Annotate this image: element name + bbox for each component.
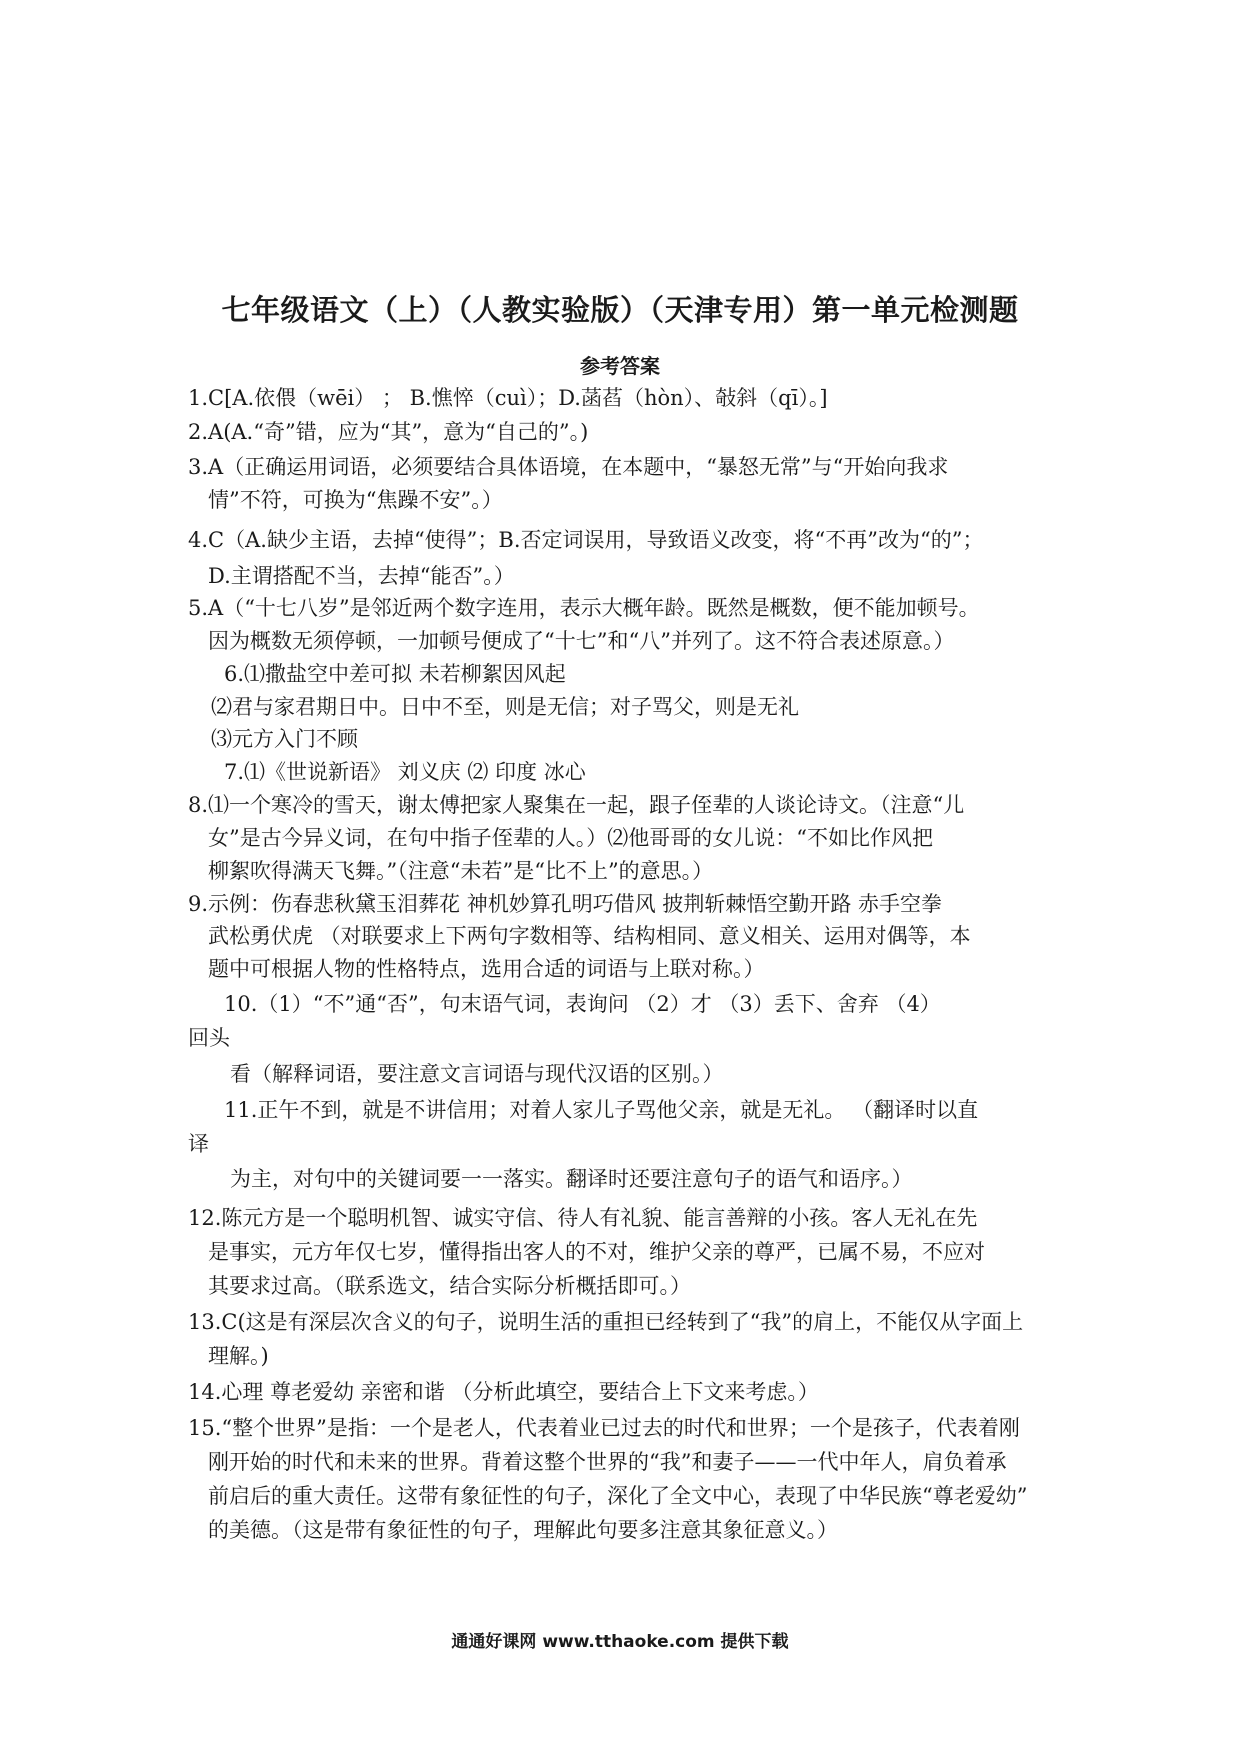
answer-line: 3.A（正确运用词语，必须要结合具体语境，在本题中，“暴怒无常”与“开始向我求: [188, 455, 949, 479]
answer-line: 7.⑴《世说新语》 刘义庆 ⑵ 印度 冰心: [224, 760, 586, 784]
answer-line: 9.示例：伤春悲秋黛玉泪葬花 神机妙算孔明巧借风 披荆斩棘悟空勤开路 赤手空拳: [188, 892, 943, 916]
answer-line: 是事实，元方年仅七岁，懂得指出客人的不对，维护父亲的尊严，已属不易，不应对: [208, 1240, 985, 1264]
answer-line: 为主，对句中的关键词要一一落实。翻译时还要注意句子的语气和语序。）: [230, 1167, 913, 1191]
answer-line: 1.C[A.依偎（wēi） ； B.憔悴（cuì）；D.菡萏（hòn）、敧斜（qī）。]: [188, 386, 828, 410]
answer-line: D.主谓搭配不当，去掉“能否”。）: [208, 564, 515, 588]
answer-line: 6.⑴撒盐空中差可拟 未若柳絮因风起: [224, 662, 566, 686]
page-footer: 通通好课网 www.tthaoke.com 提供下载: [451, 1632, 789, 1652]
answer-line: 10.（1）“不”通“否”，句末语气词，表询问 （2）才 （3）丢下、舍弃 （4）: [224, 992, 941, 1016]
document-subtitle: 参考答案: [580, 354, 660, 378]
answer-line: 译: [188, 1132, 209, 1156]
answer-line: 刚开始的时代和未来的世界。背着这整个世界的“我”和妻子——一代中年人，肩负着承: [208, 1450, 1007, 1474]
answer-line: 15.“整个世界”是指：一个是老人，代表着业已过去的时代和世界；一个是孩子，代表着刚: [188, 1416, 1020, 1440]
answer-line: 回头: [188, 1026, 230, 1050]
answer-line: 理解。): [208, 1344, 269, 1368]
answer-line: 13.C(这是有深层次含义的句子，说明生活的重担已经转到了“我”的肩上，不能仅从字面上: [188, 1310, 1024, 1334]
answer-line: 柳絮吹得满天飞舞。”（注意“未若”是“比不上”的意思。）: [208, 859, 714, 883]
answer-line: 前启后的重大责任。这带有象征性的句子，深化了全文中心，表现了中华民族“尊老爱幼”: [208, 1484, 1028, 1508]
answer-line: 12.陈元方是一个聪明机智、诚实守信、待人有礼貌、能言善辩的小孩。客人无礼在先: [188, 1206, 978, 1230]
answer-line: ⑶元方入门不顾: [211, 727, 358, 751]
answer-line: 其要求过高。（联系选文，结合实际分析概括即可。）: [208, 1274, 691, 1298]
document-title: 七年级语文（上）（人教实验版）（天津专用）第一单元检测题: [221, 293, 1019, 327]
answer-line: 11.正午不到，就是不讲信用；对着人家儿子骂他父亲，就是无礼。 （翻译时以直: [224, 1098, 979, 1122]
answer-line: 因为概数无须停顿，一加顿号便成了“十七”和“八”并列了。这不符合表述原意。）: [208, 629, 955, 653]
answer-line: 2.A(A.“奇”错，应为“其”，意为“自己的”。): [188, 420, 589, 444]
answer-line: 情”不符，可换为“焦躁不安”。）: [208, 488, 503, 512]
answer-line: 题中可根据人物的性格特点，选用合适的词语与上联对称。）: [208, 957, 765, 981]
answer-line: 4.C（A.缺少主语，去掉“使得”；B.否定词误用，导致语义改变，将“不再”改为“的”；: [188, 528, 984, 552]
answer-line: 看（解释词语，要注意文言词语与现代汉语的区别。）: [230, 1062, 724, 1086]
answer-line: 的美德。（这是带有象征性的句子，理解此句要多注意其象征意义。）: [208, 1518, 838, 1542]
answer-line: 14.心理 尊老爱幼 亲密和谐 （分析此填空，要结合上下文来考虑。）: [188, 1380, 819, 1404]
answer-line: ⑵君与家君期日中。日中不至，则是无信；对子骂父，则是无礼: [211, 695, 799, 719]
answer-line: 女”是古今异义词，在句中指子侄辈的人。）⑵他哥哥的女儿说：“不如比作风把: [208, 826, 933, 850]
answer-line: 武松勇伏虎 （对联要求上下两句字数相等、结构相同、意义相关、运用对偶等，本: [208, 924, 971, 948]
answer-line: 8.⑴一个寒冷的雪天，谢太傅把家人聚集在一起，跟子侄辈的人谈论诗文。（注意“儿: [188, 793, 965, 817]
answer-line: 5.A（“十七八岁”是邻近两个数字连用，表示大概年龄。既然是概数，便不能加顿号。: [188, 596, 980, 620]
